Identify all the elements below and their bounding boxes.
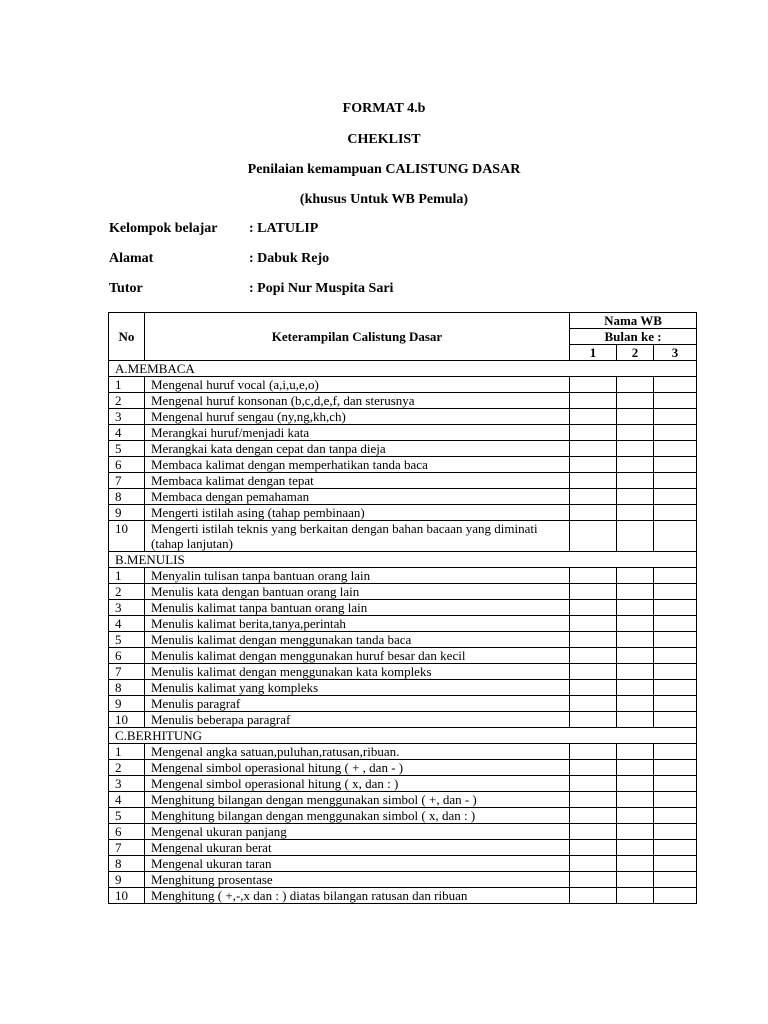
item-skill: Menulis kalimat tanpa bantuan orang lain bbox=[145, 600, 570, 616]
item-skill: Menulis kalimat berita,tanya,perintah bbox=[145, 616, 570, 632]
item-skill: Menulis paragraf bbox=[145, 696, 570, 712]
check-cell-month-2[interactable] bbox=[617, 664, 654, 680]
check-cell-month-1[interactable] bbox=[570, 584, 617, 600]
table-row bbox=[109, 489, 697, 505]
info-value: : Dabuk Rejo bbox=[249, 251, 330, 266]
item-number: 3 bbox=[109, 600, 145, 616]
check-cell-month-1[interactable] bbox=[570, 840, 617, 856]
info-value: : Popi Nur Muspita Sari bbox=[249, 281, 394, 296]
document-subtitle: Penilaian kemampuan CALISTUNG DASAR bbox=[247, 162, 521, 177]
table-row bbox=[109, 856, 697, 872]
check-cell-month-2[interactable] bbox=[617, 888, 654, 904]
check-cell-month-2[interactable] bbox=[617, 441, 654, 457]
table-row bbox=[109, 744, 697, 760]
section-title: A.MEMBACA bbox=[109, 361, 697, 377]
check-cell-month-3[interactable] bbox=[654, 872, 697, 888]
document-title: CHEKLIST bbox=[347, 132, 421, 147]
item-number: 10 bbox=[109, 888, 145, 904]
item-skill: Mengerti istilah teknis yang berkaitan dengan bahan bacaan yang diminati (tahap lanjutan) bbox=[145, 521, 570, 552]
item-skill: Menyalin tulisan tanpa bantuan orang lain bbox=[145, 568, 570, 584]
table-row bbox=[109, 808, 697, 824]
section-title: C.BERHITUNG bbox=[109, 728, 697, 744]
check-cell-month-1[interactable] bbox=[570, 441, 617, 457]
check-cell-month-3[interactable] bbox=[654, 696, 697, 712]
check-cell-month-1[interactable] bbox=[570, 696, 617, 712]
check-cell-month-1[interactable] bbox=[570, 568, 617, 584]
info-row-tutor bbox=[109, 281, 393, 297]
section-row bbox=[109, 361, 697, 377]
check-cell-month-2[interactable] bbox=[617, 792, 654, 808]
table-row bbox=[109, 712, 697, 728]
check-cell-month-1[interactable] bbox=[570, 712, 617, 728]
check-cell-month-3[interactable] bbox=[654, 664, 697, 680]
check-cell-month-2[interactable] bbox=[617, 584, 654, 600]
check-cell-month-1[interactable] bbox=[570, 792, 617, 808]
check-cell-month-2[interactable] bbox=[617, 632, 654, 648]
item-number: 6 bbox=[109, 824, 145, 840]
check-cell-month-1[interactable] bbox=[570, 377, 617, 393]
item-number: 5 bbox=[109, 808, 145, 824]
table-row bbox=[109, 776, 697, 792]
check-cell-month-1[interactable] bbox=[570, 409, 617, 425]
check-cell-month-2[interactable] bbox=[617, 409, 654, 425]
check-cell-month-1[interactable] bbox=[570, 824, 617, 840]
check-cell-month-2[interactable] bbox=[617, 489, 654, 505]
info-row-kelompok bbox=[109, 221, 318, 237]
check-cell-month-1[interactable] bbox=[570, 744, 617, 760]
check-cell-month-2[interactable] bbox=[617, 648, 654, 664]
check-cell-month-2[interactable] bbox=[617, 712, 654, 728]
item-skill: Mengerti istilah asing (tahap pembinaan) bbox=[145, 505, 570, 521]
check-cell-month-3[interactable] bbox=[654, 616, 697, 632]
table-row bbox=[109, 888, 697, 904]
checklist-body bbox=[109, 361, 697, 904]
table-row bbox=[109, 824, 697, 840]
check-cell-month-3[interactable] bbox=[654, 377, 697, 393]
item-number: 7 bbox=[109, 664, 145, 680]
item-skill: Menulis kalimat dengan menggunakan tanda baca bbox=[145, 632, 570, 648]
header-skill: Keterampilan Calistung Dasar bbox=[145, 313, 570, 361]
item-number: 6 bbox=[109, 457, 145, 473]
item-skill: Menulis kata dengan bantuan orang lain bbox=[145, 584, 570, 600]
check-cell-month-2[interactable] bbox=[617, 377, 654, 393]
table-row bbox=[109, 505, 697, 521]
section-row bbox=[109, 552, 697, 568]
check-cell-month-3[interactable] bbox=[654, 457, 697, 473]
check-cell-month-2[interactable] bbox=[617, 600, 654, 616]
item-number: 2 bbox=[109, 584, 145, 600]
header-name: Nama WB bbox=[570, 313, 697, 329]
check-cell-month-3[interactable] bbox=[654, 648, 697, 664]
check-cell-month-3[interactable] bbox=[654, 856, 697, 872]
check-cell-month-3[interactable] bbox=[654, 744, 697, 760]
item-skill: Merangkai kata dengan cepat dan tanpa dieja bbox=[145, 441, 570, 457]
item-number: 9 bbox=[109, 872, 145, 888]
table-row bbox=[109, 872, 697, 888]
table-row bbox=[109, 521, 697, 552]
table-row bbox=[109, 760, 697, 776]
table-row bbox=[109, 696, 697, 712]
item-skill: Membaca kalimat dengan tepat bbox=[145, 473, 570, 489]
check-cell-month-3[interactable] bbox=[654, 505, 697, 521]
table-row bbox=[109, 457, 697, 473]
check-cell-month-2[interactable] bbox=[617, 760, 654, 776]
item-number: 4 bbox=[109, 425, 145, 441]
check-cell-month-2[interactable] bbox=[617, 872, 654, 888]
check-cell-month-1[interactable] bbox=[570, 505, 617, 521]
item-number: 4 bbox=[109, 792, 145, 808]
table-row bbox=[109, 409, 697, 425]
item-skill: Mengenal ukuran taran bbox=[145, 856, 570, 872]
check-cell-month-2[interactable] bbox=[617, 840, 654, 856]
item-number: 1 bbox=[109, 568, 145, 584]
check-cell-month-1[interactable] bbox=[570, 600, 617, 616]
info-value: : LATULIP bbox=[249, 221, 319, 236]
info-label: Tutor bbox=[109, 281, 143, 296]
item-skill: Menulis kalimat yang kompleks bbox=[145, 680, 570, 696]
table-row bbox=[109, 393, 697, 409]
check-cell-month-3[interactable] bbox=[654, 521, 697, 552]
check-cell-month-1[interactable] bbox=[570, 808, 617, 824]
item-skill: Menghitung bilangan dengan menggunakan simbol ( +, dan - ) bbox=[145, 792, 570, 808]
check-cell-month-1[interactable] bbox=[570, 616, 617, 632]
check-cell-month-1[interactable] bbox=[570, 664, 617, 680]
check-cell-month-2[interactable] bbox=[617, 473, 654, 489]
item-number: 6 bbox=[109, 648, 145, 664]
check-cell-month-3[interactable] bbox=[654, 568, 697, 584]
table-row bbox=[109, 792, 697, 808]
check-cell-month-3[interactable] bbox=[654, 840, 697, 856]
check-cell-month-1[interactable] bbox=[570, 776, 617, 792]
check-cell-month-1[interactable] bbox=[570, 393, 617, 409]
table-row bbox=[109, 632, 697, 648]
table-row bbox=[109, 680, 697, 696]
check-cell-month-1[interactable] bbox=[570, 489, 617, 505]
item-number: 1 bbox=[109, 744, 145, 760]
check-cell-month-1[interactable] bbox=[570, 521, 617, 552]
document-note: (khusus Untuk WB Pemula) bbox=[299, 192, 469, 207]
item-skill: Mengenal ukuran berat bbox=[145, 840, 570, 856]
table-row bbox=[109, 664, 697, 680]
check-cell-month-2[interactable] bbox=[617, 808, 654, 824]
item-number: 4 bbox=[109, 616, 145, 632]
check-cell-month-2[interactable] bbox=[617, 457, 654, 473]
check-cell-month-1[interactable] bbox=[570, 856, 617, 872]
header-month-2: 2 bbox=[617, 345, 654, 361]
check-cell-month-2[interactable] bbox=[617, 616, 654, 632]
info-row-alamat bbox=[109, 251, 329, 267]
check-cell-month-3[interactable] bbox=[654, 393, 697, 409]
check-cell-month-1[interactable] bbox=[570, 872, 617, 888]
table-row bbox=[109, 568, 697, 584]
check-cell-month-2[interactable] bbox=[617, 425, 654, 441]
table-row bbox=[109, 441, 697, 457]
check-cell-month-3[interactable] bbox=[654, 680, 697, 696]
check-cell-month-1[interactable] bbox=[570, 888, 617, 904]
check-cell-month-2[interactable] bbox=[617, 393, 654, 409]
check-cell-month-2[interactable] bbox=[617, 568, 654, 584]
info-label: Kelompok belajar bbox=[109, 221, 218, 236]
check-cell-month-1[interactable] bbox=[570, 760, 617, 776]
item-number: 2 bbox=[109, 760, 145, 776]
check-cell-month-3[interactable] bbox=[654, 712, 697, 728]
item-number: 7 bbox=[109, 473, 145, 489]
item-number: 3 bbox=[109, 409, 145, 425]
check-cell-month-1[interactable] bbox=[570, 648, 617, 664]
item-number: 1 bbox=[109, 377, 145, 393]
table-row bbox=[109, 425, 697, 441]
check-cell-month-3[interactable] bbox=[654, 489, 697, 505]
check-cell-month-3[interactable] bbox=[654, 584, 697, 600]
header-month-1: 1 bbox=[570, 345, 617, 361]
table-row bbox=[109, 473, 697, 489]
check-cell-month-2[interactable] bbox=[617, 856, 654, 872]
item-skill: Mengenal angka satuan,puluhan,ratusan,ribuan. bbox=[145, 744, 570, 760]
check-cell-month-1[interactable] bbox=[570, 632, 617, 648]
check-cell-month-3[interactable] bbox=[654, 409, 697, 425]
check-cell-month-3[interactable] bbox=[654, 441, 697, 457]
header-month-3: 3 bbox=[654, 345, 697, 361]
check-cell-month-3[interactable] bbox=[654, 824, 697, 840]
check-cell-month-3[interactable] bbox=[654, 632, 697, 648]
check-cell-month-3[interactable] bbox=[654, 760, 697, 776]
item-number: 9 bbox=[109, 505, 145, 521]
check-cell-month-2[interactable] bbox=[617, 744, 654, 760]
check-cell-month-2[interactable] bbox=[617, 776, 654, 792]
item-skill: Mengenal simbol operasional hitung ( + , dan - ) bbox=[145, 760, 570, 776]
checklist-table bbox=[108, 312, 697, 904]
item-skill: Mengenal simbol operasional hitung ( x, dan : ) bbox=[145, 776, 570, 792]
check-cell-month-1[interactable] bbox=[570, 425, 617, 441]
item-skill: Menghitung bilangan dengan menggunakan simbol ( x, dan : ) bbox=[145, 808, 570, 824]
check-cell-month-2[interactable] bbox=[617, 680, 654, 696]
item-number: 10 bbox=[109, 521, 145, 552]
item-number: 5 bbox=[109, 632, 145, 648]
header-month: Bulan ke : bbox=[570, 329, 697, 345]
item-number: 9 bbox=[109, 696, 145, 712]
section-title: B.MENULIS bbox=[109, 552, 697, 568]
item-skill: Mengenal huruf vocal (a,i,u,e,o) bbox=[145, 377, 570, 393]
section-row bbox=[109, 728, 697, 744]
check-cell-month-3[interactable] bbox=[654, 808, 697, 824]
item-skill: Merangkai huruf/menjadi kata bbox=[145, 425, 570, 441]
table-row bbox=[109, 840, 697, 856]
item-skill: Menghitung prosentase bbox=[145, 872, 570, 888]
table-row bbox=[109, 600, 697, 616]
check-cell-month-2[interactable] bbox=[617, 505, 654, 521]
item-number: 7 bbox=[109, 840, 145, 856]
info-label: Alamat bbox=[109, 251, 154, 266]
header-no: No bbox=[109, 313, 145, 361]
check-cell-month-3[interactable] bbox=[654, 888, 697, 904]
check-cell-month-2[interactable] bbox=[617, 824, 654, 840]
table-row bbox=[109, 616, 697, 632]
item-skill: Mengenal huruf konsonan (b,c,d,e,f, dan sterusnya bbox=[145, 393, 570, 409]
item-number: 8 bbox=[109, 856, 145, 872]
check-cell-month-3[interactable] bbox=[654, 600, 697, 616]
table-row bbox=[109, 584, 697, 600]
item-skill: Membaca dengan pemahaman bbox=[145, 489, 570, 505]
item-number: 5 bbox=[109, 441, 145, 457]
check-cell-month-1[interactable] bbox=[570, 680, 617, 696]
item-skill: Membaca kalimat dengan memperhatikan tanda baca bbox=[145, 457, 570, 473]
check-cell-month-1[interactable] bbox=[570, 457, 617, 473]
item-skill: Menulis kalimat dengan menggunakan huruf besar dan kecil bbox=[145, 648, 570, 664]
item-number: 2 bbox=[109, 393, 145, 409]
item-skill: Menulis kalimat dengan menggunakan kata kompleks bbox=[145, 664, 570, 680]
item-number: 8 bbox=[109, 680, 145, 696]
check-cell-month-1[interactable] bbox=[570, 473, 617, 489]
check-cell-month-3[interactable] bbox=[654, 473, 697, 489]
item-number: 10 bbox=[109, 712, 145, 728]
check-cell-month-3[interactable] bbox=[654, 776, 697, 792]
check-cell-month-2[interactable] bbox=[617, 696, 654, 712]
item-number: 8 bbox=[109, 489, 145, 505]
item-skill: Menghitung ( +,-,x dan : ) diatas bilangan ratusan dan ribuan bbox=[145, 888, 570, 904]
item-number: 3 bbox=[109, 776, 145, 792]
check-cell-month-2[interactable] bbox=[617, 521, 654, 552]
table-row bbox=[109, 648, 697, 664]
item-skill: Mengenal huruf sengau (ny,ng,kh,ch) bbox=[145, 409, 570, 425]
check-cell-month-3[interactable] bbox=[654, 792, 697, 808]
table-row bbox=[109, 377, 697, 393]
format-label: FORMAT 4.b bbox=[342, 101, 426, 116]
item-skill: Menulis beberapa paragraf bbox=[145, 712, 570, 728]
item-skill: Mengenal ukuran panjang bbox=[145, 824, 570, 840]
check-cell-month-3[interactable] bbox=[654, 425, 697, 441]
